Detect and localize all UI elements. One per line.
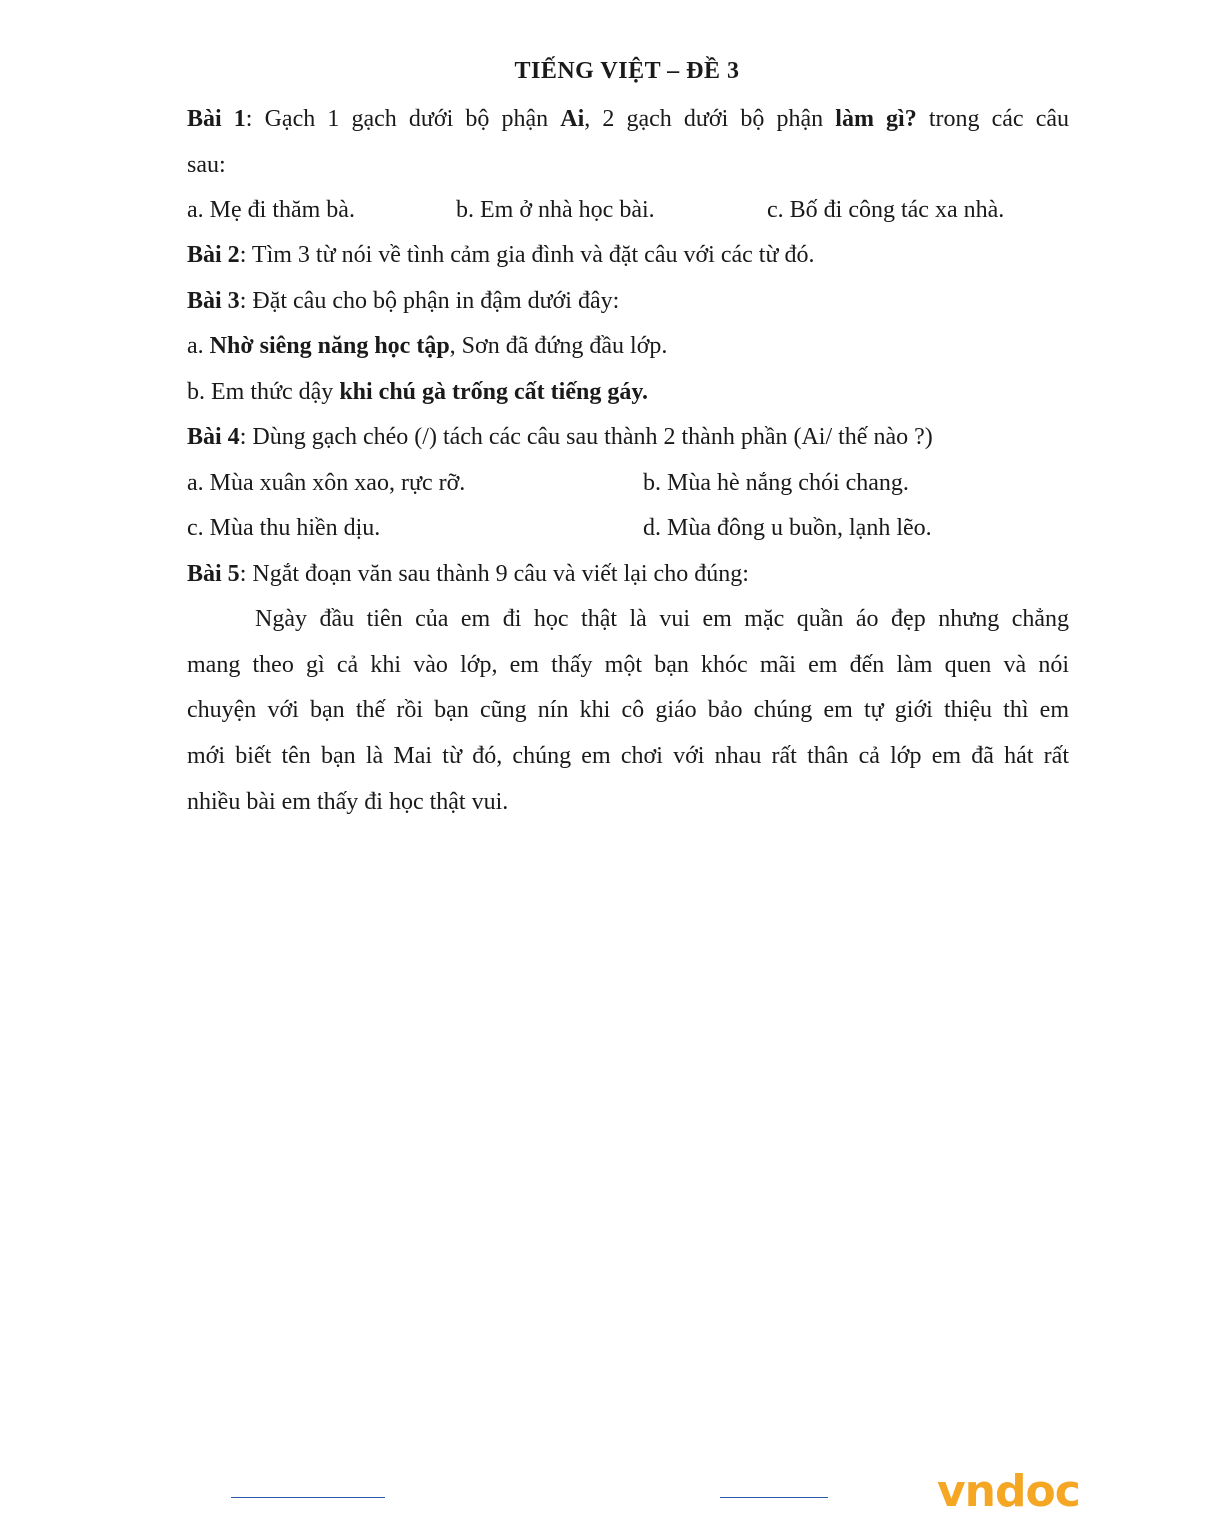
bai4-option-a: a. Mùa xuân xôn xao, rực rỡ. bbox=[187, 470, 466, 496]
bai1-options bbox=[187, 197, 1087, 224]
vndoc-logo: vndoc bbox=[937, 1466, 1080, 1517]
bai3-a-rest: , Sơn đã đứng đầu lớp. bbox=[449, 333, 668, 359]
bai3-item-a bbox=[187, 333, 667, 360]
bai4-option-c: c. Mùa thu hiền dịu. bbox=[187, 515, 381, 541]
bai4-row1 bbox=[187, 470, 1087, 497]
bai4-row2 bbox=[187, 515, 1087, 542]
bai1-text-1: : Gạch 1 gạch dưới bộ phận bbox=[245, 106, 561, 132]
bai1-option-c: c. Bố đi công tác xa nhà. bbox=[767, 197, 1005, 223]
bai1-text-3: trong các câu bbox=[916, 106, 1070, 132]
bai2-line bbox=[187, 242, 814, 269]
bai1-text-2: , 2 gạch dưới bộ phận bbox=[584, 106, 836, 132]
bai5-line bbox=[187, 561, 749, 588]
bai2-text: : Tìm 3 từ nói về tình cảm gia đình và đặt câu với các từ đó. bbox=[239, 242, 815, 268]
bai3-label: Bài 3 bbox=[187, 288, 240, 314]
bai1-line2: sau: bbox=[187, 152, 226, 178]
bai3-text: : Đặt câu cho bộ phận in đậm dưới đây: bbox=[239, 288, 620, 314]
bai2-label: Bài 2 bbox=[187, 242, 240, 268]
bai4-label: Bài 4 bbox=[187, 424, 240, 450]
bai3-b-prefix: b. Em thức dậy bbox=[187, 379, 340, 405]
bai5-para-line5: nhiều bài em thấy đi học thật vui. bbox=[187, 789, 509, 815]
bai1-option-b: b. Em ở nhà học bài. bbox=[456, 197, 655, 223]
bai1-label: Bài 1 bbox=[187, 106, 246, 132]
bai3-item-b bbox=[187, 379, 648, 406]
footer-rule-right bbox=[720, 1497, 828, 1498]
bai1-lamgi: làm gì? bbox=[835, 106, 917, 132]
footer-rule-left bbox=[231, 1497, 385, 1498]
bai5-label: Bài 5 bbox=[187, 561, 240, 587]
bai4-option-b: b. Mùa hè nắng chói chang. bbox=[643, 470, 909, 496]
bai3-b-bold: khi chú gà trống cất tiếng gáy. bbox=[339, 379, 648, 405]
bai5-text: : Ngắt đoạn văn sau thành 9 câu và viết lại cho đúng: bbox=[239, 561, 749, 587]
bai3-line bbox=[187, 288, 619, 315]
bai5-para-line2: mang theo gì cả khi vào lớp, em thấy một bạn khóc mãi em đến làm quen và nói bbox=[187, 652, 1069, 678]
page-title: TIẾNG VIỆT – ĐỀ 3 bbox=[514, 58, 740, 84]
bai1-ai: Ai bbox=[560, 106, 585, 132]
bai3-a-bold: Nhờ siêng năng học tập bbox=[209, 333, 450, 359]
bai5-para-line1: Ngày đầu tiên của em đi học thật là vui em mặc quần áo đẹp nhưng chẳng bbox=[255, 606, 1069, 632]
bai1-option-a: a. Mẹ đi thăm bà. bbox=[187, 197, 355, 223]
bai1-line1 bbox=[187, 106, 1069, 133]
bai5-para-line4: mới biết tên bạn là Mai từ đó, chúng em chơi với nhau rất thân cả lớp em đã hát rất bbox=[187, 743, 1069, 769]
bai4-text: : Dùng gạch chéo (/) tách các câu sau thành 2 thành phần (Ai/ thế nào ?) bbox=[239, 424, 933, 450]
bai4-line bbox=[187, 424, 933, 451]
bai5-para-line3: chuyện với bạn thế rồi bạn cũng nín khi cô giáo bảo chúng em tự giới thiệu thì em bbox=[187, 697, 1069, 723]
bai3-a-prefix: a. bbox=[187, 333, 210, 359]
bai4-option-d: d. Mùa đông u buồn, lạnh lẽo. bbox=[643, 515, 932, 541]
